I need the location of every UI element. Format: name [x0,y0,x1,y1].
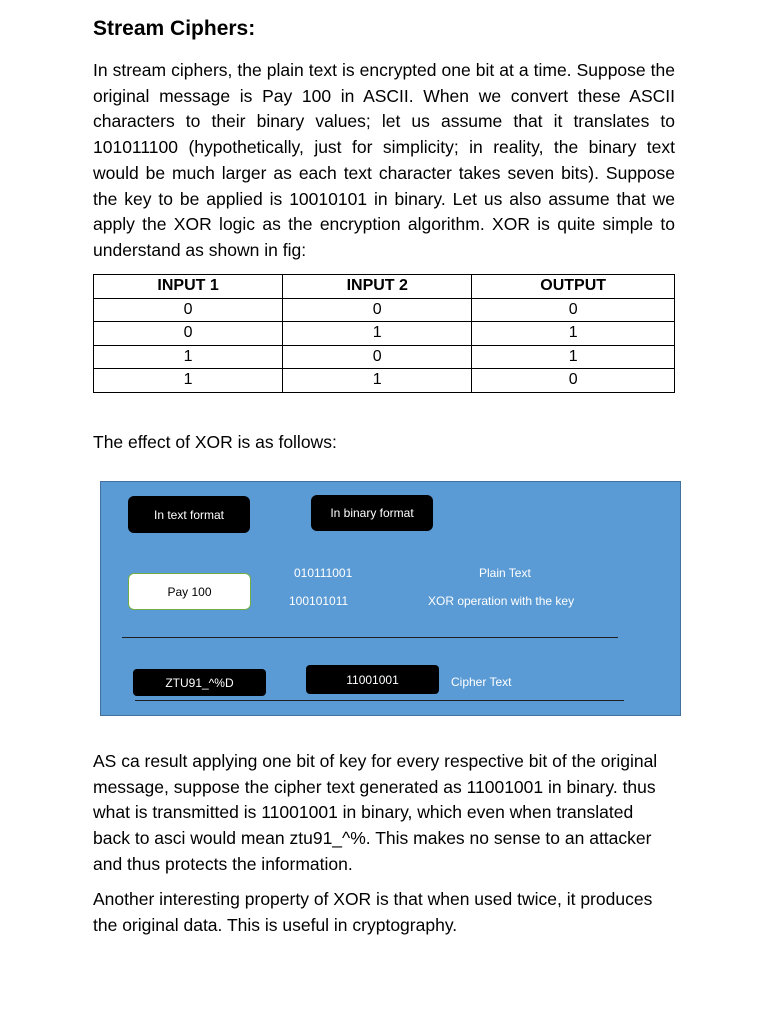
cipher-caption: Cipher Text [451,675,512,689]
text-format-label: In text format [128,496,250,533]
table-row [94,298,675,322]
column-header: INPUT 1 [94,275,283,299]
table-header-row [94,275,675,299]
table-row [94,345,675,369]
table-cell: 0 [283,345,472,369]
cipher-text-box: ZTU91_^%D [133,669,266,696]
column-header: INPUT 2 [283,275,472,299]
table-cell: 0 [472,369,675,393]
divider-line [122,637,618,638]
xor-property-paragraph: Another interesting property of XOR is that when used twice, it produces the original data. This is useful in cryptography. [93,889,653,935]
table-cell: 1 [283,322,472,346]
table-cell: 0 [283,298,472,322]
plain-text-caption: Plain Text [479,566,531,580]
table-cell: 0 [94,322,283,346]
plain-text-box: Pay 100 [128,573,251,610]
table-cell: 1 [472,322,675,346]
result-paragraph: AS ca result applying one bit of key for every respective bit of the original message, suppose the cipher text generated as 11001001 in binary. thus what is transmitted is 11001001 in binary, which even when translated back to asci would mean ztu91_^%. This makes no sense to an attacker and thus protects the information. [93,751,658,874]
key-binary: 100101011 [289,594,349,608]
table-cell: 1 [94,369,283,393]
cipher-binary-box: 11001001 [306,665,439,694]
table-cell: 1 [94,345,283,369]
table-cell: 1 [283,369,472,393]
xor-truth-table [93,274,675,393]
table-row [94,322,675,346]
binary-format-label: In binary format [311,495,433,531]
table-row [94,369,675,393]
plain-binary: 010111001 [294,566,353,580]
bottom-line [135,700,624,701]
intro-paragraph: In stream ciphers, the plain text is encrypted one bit at a time. Suppose the original message is Pay 100 in ASCII. When we convert these ASCII characters to their binary values; let us assume that it translates to 101011100 (hypothetically, just for simplicity; in reality, the binary text would be much larger as each text character takes seven bits). Suppose the key to be applied is 10010101 in binary. Let us also assume that we apply the XOR logic as the encryption algorithm. XOR is quite simple to understand as shown in fig: [93,60,675,260]
xor-effect-diagram [100,481,681,716]
table-cell: 0 [94,298,283,322]
table-cell: 0 [472,298,675,322]
page-title: Stream Ciphers: [93,17,256,40]
column-header: OUTPUT [472,275,675,299]
table-cell: 1 [472,345,675,369]
xor-caption: XOR operation with the key [428,594,575,608]
xor-effect-intro: The effect of XOR is as follows: [93,432,337,452]
